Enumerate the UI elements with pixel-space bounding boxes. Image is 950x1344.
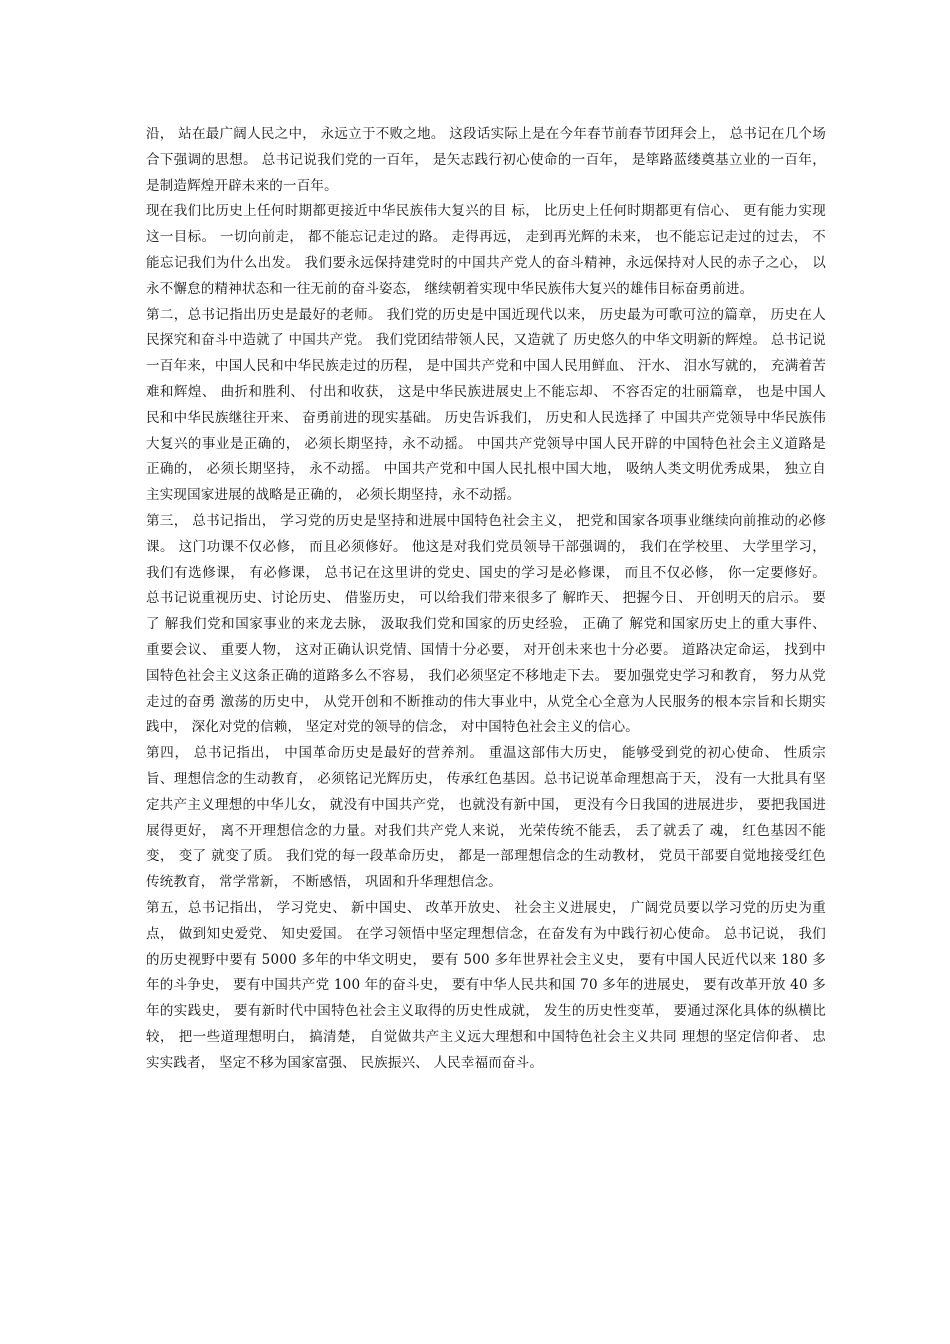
document-body <box>146 122 826 1076</box>
paragraph-rejuvenation: 现在我们比历史上任何时期都更接近中华民族伟大复兴的目 标， 比历史上任何时期都更有信心、 更有能力实现这一目标。 一切向前走， 都不能忘记走过的路。 走得再远， 走到再光辉的未来， 也不能忘记走过的过去， 不能忘记我们为什么出发。 我们要永远保持建党时的中国共产党人的奋斗精神，永远保持对人民的赤子之心， 以永不懈怠的精神状态和一往无前的奋斗姿态， 继续朝着实现中华民族伟大复兴的雄伟目标奋勇前进。 <box>146 203 826 297</box>
paragraph-continuation: 沿， 站在最广阔人民之中， 永远立于不败之地。 这段话实际上是在今年春节前春节团拜会上， 总书记在几个场合下强调的思想。 总书记说我们党的一百年， 是矢志践行初心使命的一百年， 是筚路蓝缕奠基立业的一百年， 是制造辉煌开辟未来的一百年。 <box>146 126 826 194</box>
paragraph-point-four: 第四， 总书记指出， 中国革命历史是最好的营养剂。 重温这部伟大历史， 能够受到党的初心使命、 性质宗旨、理想信念的生动教育， 必须铭记光辉历史， 传承红色基因。总书记说革命理想高于天， 没有一大批具有坚定共产主义理想的中华儿女， 就没有中国共产党， 也就没有新中国， 更没有今日我国的进展进步， 要把我国进展得更好， 离不开理想信念的力量。对我们共产党人来说， 光荣传统不能丢， 丢了就丢了 魂， 红色基因不能变， 变了 就变了质。 我们党的每一段革命历史， 都是一部理想信念的生动教材， 党员干部要自觉地接受红色传统教育， 常学常新， 不断感悟， 巩固和升华理想信念。 <box>146 745 826 891</box>
paragraph-point-two: 第二，总书记指出历史是最好的老师。 我们党的历史是中国近现代以来， 历史最为可歌可泣的篇章， 历史在人民探究和奋斗中造就了 中国共产党。 我们党团结带领人民，又造就了 历史悠久的中华文明新的辉煌。 总书记说一百年来，中国人民和中华民族走过的历程， 是中国共产党和中国人民用鲜血、 汗水、 泪水写就的， 充满着苦难和辉煌、 曲折和胜利、 付出和收获， 这是中华民族进展史上不能忘却、 不容否定的壮丽篇章， 也是中国人民和中华民族继往开来、 奋勇前进的现实基础。 历史告诉我们， 历史和人民选择了 中国共产党领导中华民族伟大复兴的事业是正确的， 必须长期坚持，永不动摇。 中国共产党领导中国人民开辟的中国特色社会主义道路是正确的， 必须长期坚持， 永不动摇。 中国共产党和中国人民扎根中国大地， 吸纳人类文明优秀成果， 独立自主实现国家进展的战略是正确的， 必须长期坚持，永不动摇。 <box>146 306 826 504</box>
paragraph-point-three: 第三， 总书记指出， 学习党的历史是坚持和进展中国特色社会主义， 把党和国家各项事业继续向前推动的必修课。 这门功课不仅必修， 而且必须修好。 他这是对我们党员领导干部强调的， 我们在学校里、 大学里学习， 我们有选修课， 有必修课， 总书记在这里讲的党史、国史的学习是必修课， 而且不仅必修， 你一定要修好。 总书记说重视历史、讨论历史、 借鉴历史， 可以给我们带来很多了 解昨天、 把握今日、 开创明天的启示。 要了 解我们党和国家事业的来龙去脉， 汲取我们党和国家的历史经验， 正确了 解党和国家历史上的重大事件、 重要会议、 重要人物， 这对正确认识党情、国情十分必要， 对开创未来也十分必要。 道路决定命运， 找到中国特色社会主义这条正确的道路多么不容易， 我们必须坚定不移地走下去。 要加强党史学习和教育， 努力从党走过的奋勇 激荡的历史中， 从党开创和不断推动的伟大事业中，从党全心全意为人民服务的根本宗旨和长期实践中， 深化对党的信赖， 坚定对党的领导的信念， 对中国特色社会主义的信心。 <box>146 512 826 736</box>
paragraph-point-five: 第五，总书记指出， 学习党史、 新中国史、 改革开放史、 社会主义进展史， 广阔党员要以学习党的历史为重点， 做到知史爱党、 知史爱国。 在学习领悟中坚定理想信念，在奋发有为中践行初心使命。 总书记说， 我们的历史视野中要有 5000 多年的中华文明史， 要有 500 多年世界社会主义史， 要有中国人民近代以来 180 多年的斗争史， 要有中国共产党 100 年的奋斗史， 要有中华人民共和国 70 多年的进展史， 要有改革开放 40 多年的实践史， 要有新时代中国特色社会主义取得的历史性成就， 发生的历史性变革， 要通过深化具体的纵横比较， 把一些道理想明白， 搞清楚， 自觉做共产主义远大理想和中国特色社会主义共同 理想的坚定信仰者、 忠实实践者， 坚定不移为国家富强、 民族振兴、 人民幸福而奋斗。 <box>146 899 826 1071</box>
